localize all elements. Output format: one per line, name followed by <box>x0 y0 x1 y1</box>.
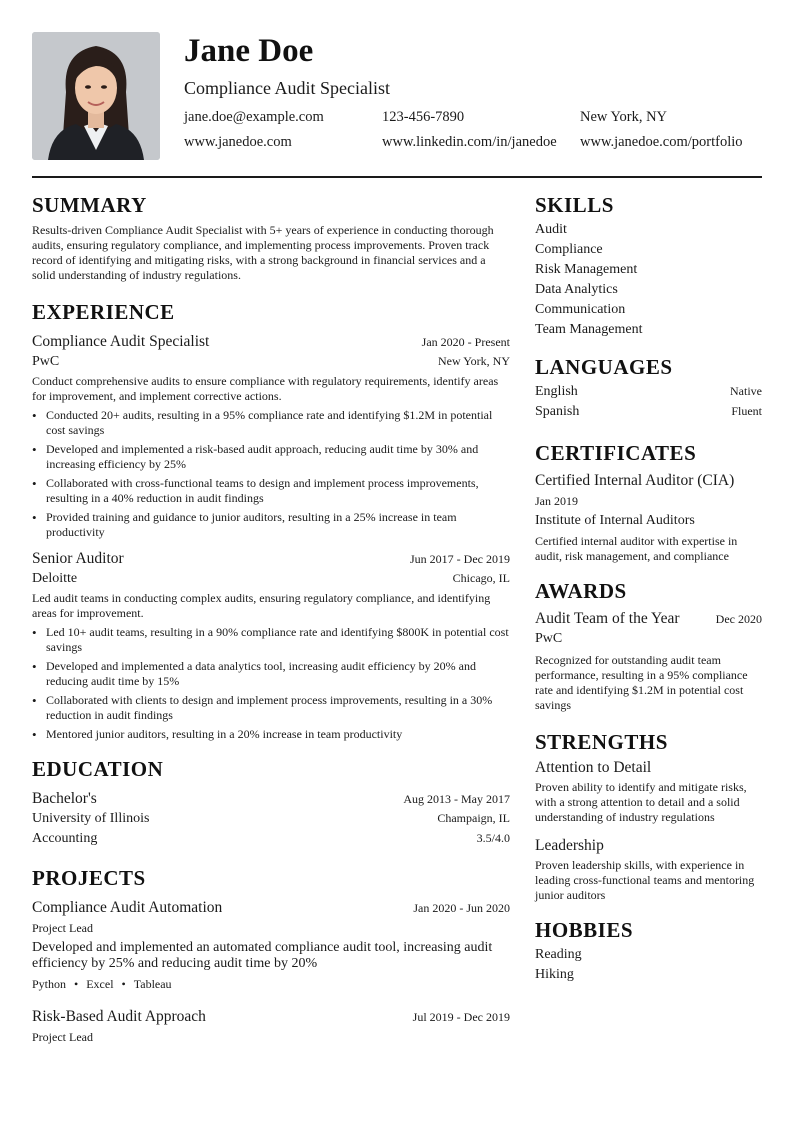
job-location: Chicago, IL <box>452 571 510 585</box>
project-name: Compliance Audit Automation <box>32 899 223 916</box>
languages-heading: LANGUAGES <box>535 355 673 379</box>
certificate-name: Certified Internal Auditor (CIA) <box>535 472 735 489</box>
project-entry <box>32 897 510 992</box>
job-bullets <box>32 625 510 742</box>
header-divider <box>32 176 762 178</box>
job-dates: Jan 2020 - Present <box>421 335 510 349</box>
portfolio-link[interactable]: www.janedoe.com/portfolio <box>580 134 743 150</box>
job-description: Conduct comprehensive audits to ensure compliance with regulatory requirements, identify areas for improvement, and implement corrective actions. <box>32 374 499 403</box>
project-dates: Jan 2020 - Jun 2020 <box>413 901 510 915</box>
language-level: Native <box>730 384 762 398</box>
language-level: Fluent <box>731 404 762 418</box>
awards-heading: AWARDS <box>535 579 627 603</box>
strengths-heading: STRENGTHS <box>535 730 668 754</box>
contact-grid <box>184 108 762 151</box>
project-entry <box>32 1006 510 1045</box>
avatar-illustration <box>32 32 160 160</box>
skill-item: Data Analytics <box>535 282 618 297</box>
education-school: University of Illinois <box>32 811 150 826</box>
certificate-issuer: Institute of Internal Auditors <box>535 513 695 528</box>
resume-header <box>32 32 762 160</box>
project-tools: Python • Excel • Tableau <box>32 977 172 991</box>
bullet-item: • Mentored junior auditors, resulting in a 20% increase in team productivity <box>32 727 510 742</box>
languages-section <box>535 354 762 422</box>
tool-tag: Excel <box>86 977 114 991</box>
tool-tag: Tableau <box>133 977 172 991</box>
job-bullets <box>32 408 510 540</box>
job-entry <box>32 331 510 540</box>
hobbies-heading: HOBBIES <box>535 918 634 942</box>
job-location: New York, NY <box>437 354 510 368</box>
award-description: Recognized for outstanding audit team performance, resulting in a 95% compliance rate and identifying $1.2M in potential cost savings <box>535 653 748 712</box>
hobby-item: Hiking <box>535 967 574 982</box>
hobbies-section <box>535 917 762 985</box>
summary-heading: SUMMARY <box>32 193 147 217</box>
strength-name: Leadership <box>535 837 604 854</box>
job-role: Senior Auditor <box>32 550 124 567</box>
bullet-item: • Collaborated with cross-functional teams to design and implement process improvements, resulting in a 40% reduction in audit findings <box>32 476 510 506</box>
certificates-section <box>535 440 762 564</box>
project-role: Project Lead <box>32 1030 93 1044</box>
education-section <box>32 756 510 849</box>
summary-section <box>32 192 510 283</box>
project-name: Risk-Based Audit Approach <box>32 1008 206 1025</box>
skill-item: Audit <box>535 222 567 237</box>
projects-heading: PROJECTS <box>32 866 146 890</box>
project-dates: Jul 2019 - Dec 2019 <box>412 1010 510 1024</box>
project-description: Developed and implemented an automated compliance audit tool, increasing audit efficiency by 25% and reducing audit time by 20% <box>32 940 493 971</box>
bullet-item: • Conducted 20+ audits, resulting in a 95% compliance rate and identifying $1.2M in potential cost savings <box>32 408 510 438</box>
education-degree: Bachelor's <box>32 790 97 807</box>
linkedin-link[interactable]: www.linkedin.com/in/janedoe <box>382 134 557 150</box>
skill-item: Communication <box>535 302 626 317</box>
strength-description: Proven leadership skills, with experience in leading cross-functional teams and mentoring junior auditors <box>535 858 755 902</box>
resume-page <box>32 32 762 1045</box>
education-gpa: 3.5/4.0 <box>476 831 510 845</box>
certificate-date: Jan 2019 <box>535 494 578 508</box>
bullet-item: • Provided training and guidance to junior auditors, resulting in a 25% increase in team productivity <box>32 510 510 540</box>
job-entry <box>32 548 510 742</box>
candidate-title: Compliance Audit Specialist <box>184 78 390 98</box>
experience-section <box>32 299 510 742</box>
project-role: Project Lead <box>32 921 93 935</box>
language-row <box>535 402 762 422</box>
job-role: Compliance Audit Specialist <box>32 333 210 350</box>
location-text: New York, NY <box>580 109 668 125</box>
job-description: Led audit teams in conducting complex audits, ensuring regulatory compliance, and identifying areas for improvement. <box>32 591 491 620</box>
strength-description: Proven ability to identify and mitigate risks, with a strong attention to detail and a solid understanding of industry regulations <box>535 780 747 824</box>
profile-photo <box>32 32 160 160</box>
job-company: Deloitte <box>32 571 78 586</box>
skills-section <box>535 192 762 340</box>
strengths-section <box>535 729 762 903</box>
hobby-item: Reading <box>535 947 582 962</box>
certificate-description: Certified internal auditor with expertise in audit, risk management, and compliance <box>535 534 738 563</box>
skill-item: Compliance <box>535 242 603 257</box>
awards-section <box>535 578 762 713</box>
bullet-item: • Developed and implemented a risk-based audit approach, reducing audit time by 30% and increasing efficiency by 25% <box>32 442 510 472</box>
bullet-item: • Developed and implemented a data analytics tool, increasing audit efficiency by 20% and reducing audit time by 15% <box>32 659 510 689</box>
candidate-name: Jane Doe <box>184 33 314 69</box>
language-name: Spanish <box>535 404 580 419</box>
experience-heading: EXPERIENCE <box>32 300 175 324</box>
language-name: English <box>535 384 578 399</box>
phone-text: 123-456-7890 <box>382 109 465 125</box>
skills-heading: SKILLS <box>535 193 614 217</box>
award-name: Audit Team of the Year <box>535 610 680 627</box>
bullet-item: • Collaborated with clients to design and implement process improvements, resulting in a 30% reduction in audit findings <box>32 693 510 723</box>
job-dates: Jun 2017 - Dec 2019 <box>410 552 510 566</box>
right-column <box>535 192 762 1045</box>
education-location: Champaign, IL <box>437 811 510 825</box>
skill-item: Team Management <box>535 322 643 337</box>
summary-text: Results-driven Compliance Audit Specialist with 5+ years of experience in conducting thorough audits, ensuring regulatory compliance, and implementing process improvements. Proven track record of identifying and mitigating risks, with a strong background in financial services and a solid understanding of industry regulations. <box>32 223 494 282</box>
email-link[interactable]: jane.doe@example.com <box>184 109 324 125</box>
strength-name: Attention to Detail <box>535 759 652 776</box>
projects-section <box>32 865 510 1045</box>
certificates-heading: CERTIFICATES <box>535 441 697 465</box>
award-org: PwC <box>535 631 563 646</box>
award-date: Dec 2020 <box>715 612 762 626</box>
education-field: Accounting <box>32 831 98 846</box>
bullet-item: • Led 10+ audit teams, resulting in a 90% compliance rate and identifying $800K in potential cost savings <box>32 625 510 655</box>
skill-item: Risk Management <box>535 262 638 277</box>
left-column <box>32 192 510 1045</box>
job-company: PwC <box>32 354 60 369</box>
language-row <box>535 382 762 402</box>
tool-tag: Python <box>32 977 67 991</box>
education-dates: Aug 2013 - May 2017 <box>403 792 510 806</box>
website-link[interactable]: www.janedoe.com <box>184 134 292 150</box>
education-heading: EDUCATION <box>32 757 164 781</box>
